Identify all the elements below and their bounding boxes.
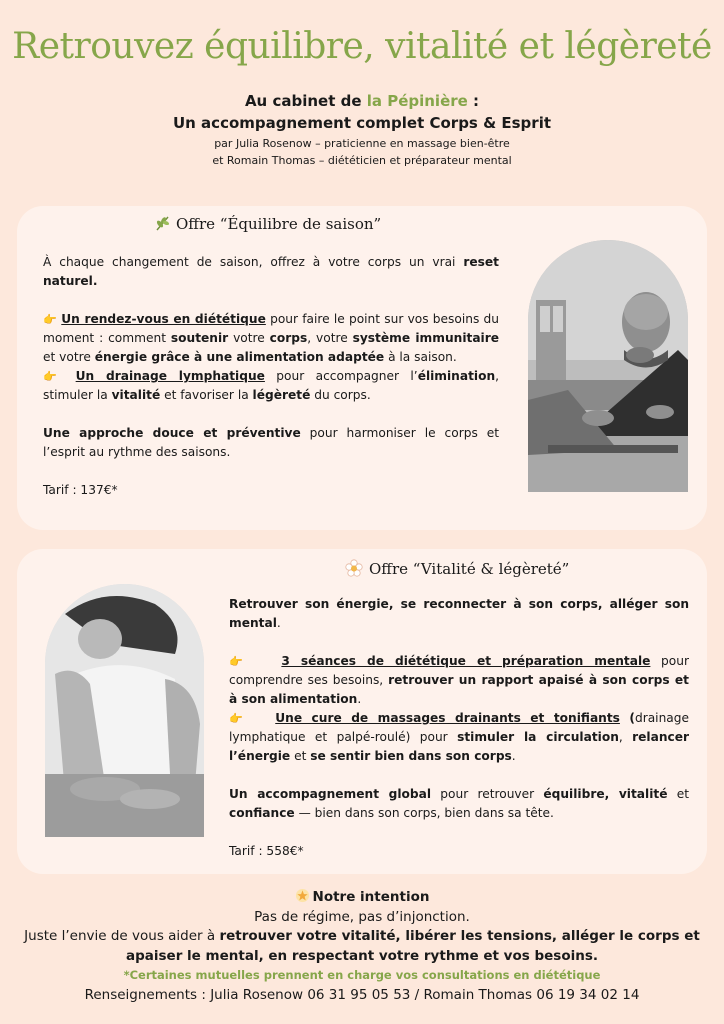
intention-heading (0, 888, 724, 908)
item-1-bold-h: énergie grâce à une alimentation adaptée (94, 350, 385, 364)
contact-info: Renseignements : Julia Rosenow 06 31 95 05 53 / Romain Thomas 06 19 34 02 14 (84, 986, 640, 1003)
offer-vitalite-item-1 (229, 652, 689, 709)
practitioner-julia: par Julia Rosenow – praticienne en massage bien-être (214, 137, 510, 150)
pointing-hand-icon: 👉 (43, 313, 58, 326)
item-2-bold-b: élimination (417, 369, 496, 383)
item-2-text-g: du corps. (310, 388, 371, 402)
offer-equilibre-item-1 (43, 310, 499, 367)
offer-vitalite-text (229, 595, 689, 861)
intro-text: À chaque changement de saison, offrez à votre corps un vrai (43, 255, 464, 269)
item-1-text-i: à la saison. (384, 350, 457, 364)
item-2-text-d: , (618, 730, 633, 744)
page-title: Retrouvez équilibre, vitalité et légèreté (12, 26, 712, 67)
header-line-1 (0, 92, 724, 110)
item-1-text-g: et votre (43, 350, 95, 364)
offer-vitalite-intro (229, 595, 689, 633)
item-2-bold-e: relancer l’énergie (229, 730, 690, 763)
flower-icon (345, 559, 363, 577)
intention-title: Notre intention (312, 889, 430, 905)
item-2-heading: Un drainage lymphatique (75, 369, 265, 383)
item-1-heading: 3 séances de diététique et préparation mentale (281, 654, 651, 668)
item-2-text-b: drainage lymphatique et palpé-roulé) pour (229, 711, 689, 744)
header-practitioners (0, 135, 724, 169)
offer-equilibre-title-text: Offre “Équilibre de saison” (176, 215, 382, 233)
offer-vitalite-title (345, 559, 569, 578)
closing-text: pour harmoniser le corps et l’esprit au rythme des saisons. (43, 426, 499, 459)
item-2-heading: Une cure de massages drainants et tonifiants (275, 711, 620, 725)
offer-vitalite-card (17, 549, 707, 874)
item-1-bold-f: système immunitaire (352, 331, 499, 345)
item-2-bold-a: ( (619, 711, 635, 725)
offer-equilibre-title (154, 214, 381, 233)
star-icon (295, 888, 310, 903)
item-2-text-f: et (290, 749, 311, 763)
closing-bold-a: Un accompagnement global (229, 787, 432, 801)
intention-text: Juste l’envie de vous aider à (24, 928, 220, 944)
item-2-text-c: , stimuler la (43, 369, 500, 402)
closing-text-b: pour retrouver (431, 787, 544, 801)
item-1-bold-b: soutenir (170, 331, 229, 345)
offer-equilibre-card (17, 206, 707, 530)
header (0, 92, 724, 169)
intention-bold: retrouver votre vitalité, libérer les tensions, alléger le corps et apaiser le mental, en respectant votre rythme et vos besoins. (126, 928, 700, 964)
item-2-text-a: pour accompagner l’ (264, 369, 418, 383)
offer-equilibre-text (43, 253, 499, 500)
closing-text-f: — bien dans son corps, bien dans sa tête. (294, 806, 554, 820)
leaf-icon (154, 214, 172, 232)
intro-text: . (276, 616, 281, 630)
item-2-bold-f: légèreté (252, 388, 311, 402)
pointing-hand-icon: 👉 (229, 655, 250, 668)
offer-vitalite-title-text: Offre “Vitalité & légèreté” (369, 560, 570, 578)
offer-equilibre-item-2 (43, 367, 499, 405)
closing-bold: Une approche douce et préventive (43, 426, 301, 440)
item-2-text-e: et favoriser la (160, 388, 253, 402)
item-1-bold-b: retrouver un rapport apaisé à son corps et à son alimentation (229, 673, 689, 706)
item-1-bold-d: corps (269, 331, 308, 345)
pointing-hand-icon: 👉 (43, 370, 65, 383)
offer-equilibre-intro (43, 253, 499, 291)
offer-vitalite-item-2 (229, 709, 689, 766)
item-2-bold-d: vitalité (111, 388, 161, 402)
photo-massage (45, 584, 204, 837)
offer-vitalite-closing (229, 785, 689, 823)
item-2-bold-g: se sentir bien dans son corps (310, 749, 512, 763)
offer-equilibre-price: Tarif : 137€* (43, 483, 118, 497)
item-2-bold-c: stimuler la circulation (457, 730, 619, 744)
item-1-text-c: votre (228, 331, 270, 345)
mutuelle-note: *Certaines mutuelles prennent en charge vos consultations en diététique (123, 968, 601, 982)
intention-line-2 (0, 927, 724, 966)
intro-bold: Retrouver son énergie, se reconnecter à son corps, alléger son mental (229, 597, 689, 630)
practitioner-romain: et Romain Thomas – diététicien et préparateur mental (212, 154, 512, 167)
item-1-text-a: pour faire le point sur vos besoins du moment : comment (43, 312, 499, 345)
brand-name: la Pépinière (366, 92, 468, 110)
intro-bold: reset naturel. (43, 255, 499, 288)
pointing-hand-icon: 👉 (229, 712, 248, 725)
item-1-text-c: . (357, 692, 362, 706)
item-1-text-a: pour comprendre ses besoins, (229, 654, 689, 687)
header-subtitle: Un accompagnement complet Corps & Esprit (172, 114, 552, 132)
footer (0, 888, 724, 1005)
photo-man-laughing (528, 240, 688, 492)
closing-bold-e: confiance (229, 806, 295, 820)
item-1-heading: Un rendez-vous en diététique (61, 312, 266, 326)
closing-bold-c: équilibre, vitalité (543, 787, 668, 801)
header-prefix: Au cabinet de (244, 92, 367, 110)
offer-vitalite-price: Tarif : 558€* (229, 844, 304, 858)
item-1-text-e: , votre (307, 331, 353, 345)
intention-line-1: Pas de régime, pas d’injonction. (254, 908, 470, 925)
closing-text-d: et (667, 787, 689, 801)
offer-equilibre-closing (43, 424, 499, 462)
header-suffix: : (467, 92, 480, 110)
item-2-text-h: . (511, 749, 516, 763)
